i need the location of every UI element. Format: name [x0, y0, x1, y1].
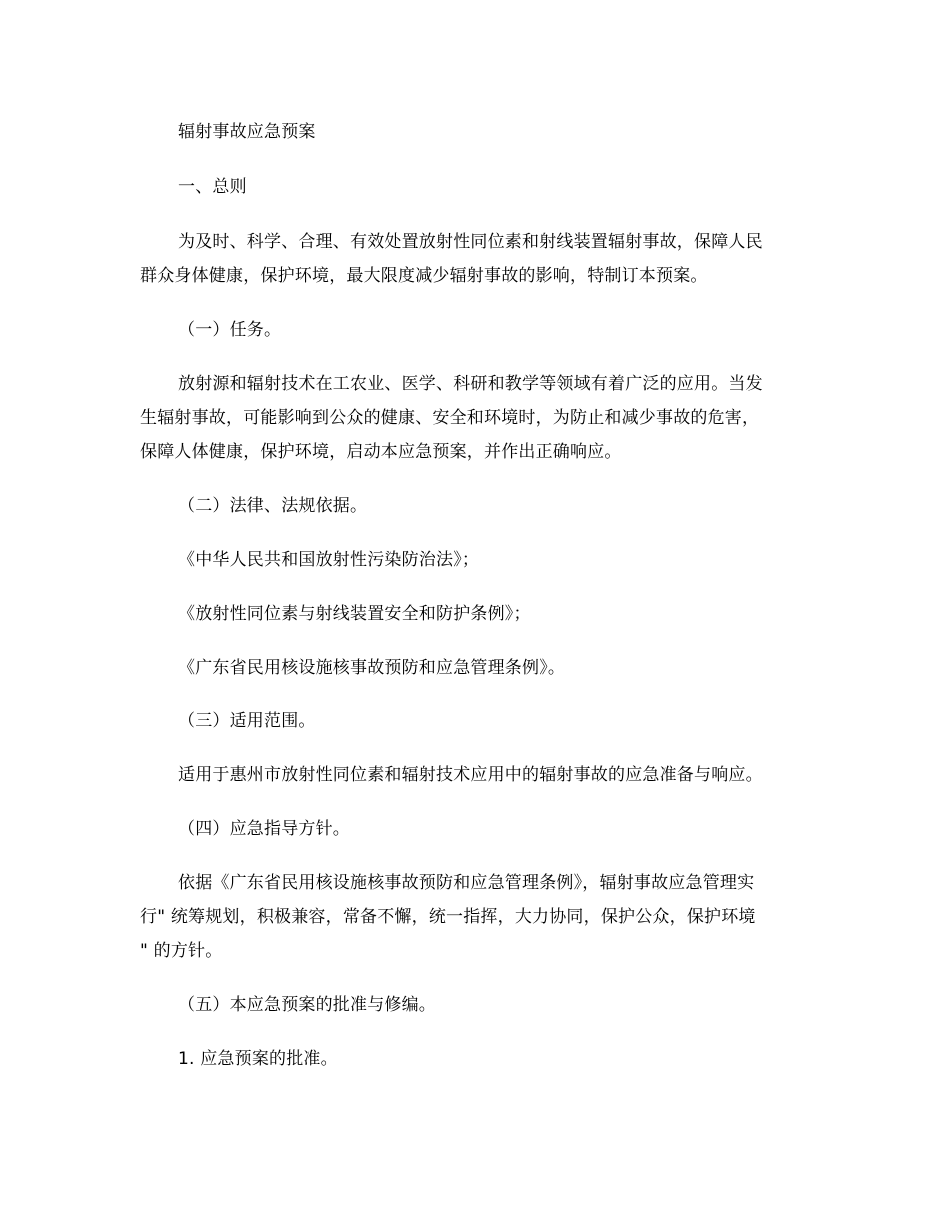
- paragraph-purpose-line-2: 群众身体健康，保护环境，最大限度减少辐射事故的影响，特制订本预案。: [140, 266, 708, 286]
- subheading-approval: （五）本应急预案的批准与修编。: [178, 995, 436, 1015]
- law-item-1: 《中华人民共和国放射性污染防治法》；: [178, 550, 480, 570]
- paragraph-guideline-line-1: 依据《广东省民用核设施核事故预防和应急管理条例》，辐射事故应急管理实: [178, 873, 755, 893]
- subheading-scope: （三）适用范围。: [178, 711, 316, 731]
- approval-item-1: 1. 应急预案的批准。: [178, 1049, 338, 1069]
- paragraph-task-line-1: 放射源和辐射技术在工农业、医学、科研和教学等领域有着广泛的应用。当发: [178, 374, 763, 394]
- paragraph-guideline-line-2: 行" 统筹规划，积极兼容，常备不懈，统一指挥，大力协同，保护公众，保护环境: [140, 907, 756, 927]
- subheading-guideline: （四）应急指导方针。: [178, 819, 350, 839]
- section-heading-general: 一、总则: [178, 177, 247, 197]
- law-item-3: 《广东省民用核设施核事故预防和应急管理条例》。: [178, 658, 566, 678]
- paragraph-scope: 适用于惠州市放射性同位素和辐射技术应用中的辐射事故的应急准备与响应。: [178, 765, 763, 785]
- law-item-2: 《放射性同位素与射线装置安全和防护条例》；: [178, 604, 531, 624]
- paragraph-task-line-3: 保障人体健康，保护环境，启动本应急预案，并作出正确响应。: [140, 442, 622, 462]
- paragraph-purpose-line-1: 为及时、科学、合理、有效处置放射性同位素和射线装置辐射事故，保障人民: [178, 232, 763, 252]
- document-title: 辐射事故应急预案: [178, 122, 316, 142]
- subheading-laws: （二）法律、法规依据。: [178, 496, 368, 516]
- paragraph-task-line-2: 生辐射事故，可能影响到公众的健康、安全和环境时，为防止和减少事故的危害，: [140, 408, 760, 428]
- subheading-task: （一）任务。: [178, 320, 282, 340]
- paragraph-guideline-line-3: " 的方针。: [140, 941, 223, 961]
